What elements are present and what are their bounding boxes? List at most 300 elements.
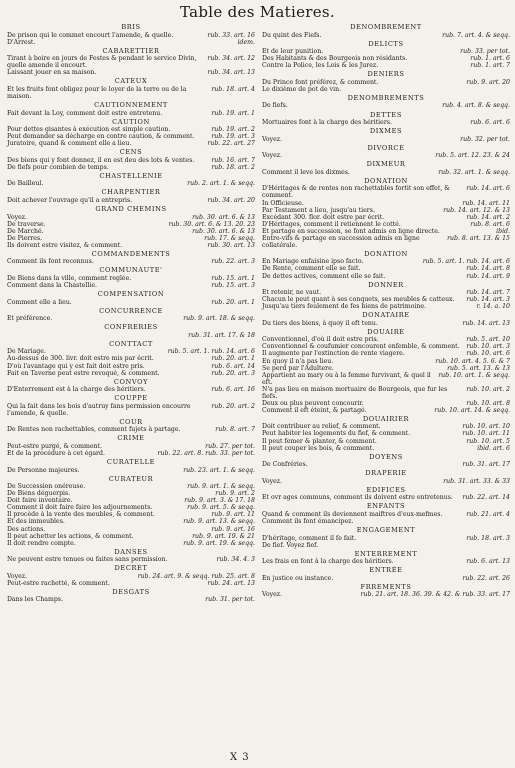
entry-text: De Personne majeures. xyxy=(7,466,80,474)
index-entry xyxy=(262,494,510,501)
rubric-reference: rub. 18. art. 2 xyxy=(211,163,255,171)
rubric-reference: rub. 14. art. 11 xyxy=(462,199,510,207)
rubric-reference: rub. 34. art. 20 xyxy=(207,197,255,205)
index-heading: COMMANDEMENTS xyxy=(91,249,171,258)
rubric-reference: rub. 23. art. 1. & seqq. xyxy=(183,466,255,474)
entry-text: Conventionnel, d'où il doit estre pris. xyxy=(262,336,379,344)
rubric-reference: rub. 10. art. 6 xyxy=(466,350,510,358)
index-entry xyxy=(262,591,510,598)
entry-text: Doit contribuer au relief, & comment. xyxy=(262,423,381,431)
index-entry xyxy=(262,350,510,357)
index-entry xyxy=(262,423,510,430)
entry-text: Jusqu'au tiers feulement de fes biens de patrimoine. xyxy=(262,303,426,311)
rubric-reference: rub. 10. art. 2 xyxy=(466,385,510,393)
entry-text: Et ovr ages communs, comment ils doivent estre entretenus. xyxy=(262,494,453,502)
entry-text: Et partage en succession, se font admis en ligne directe. xyxy=(262,227,440,235)
entry-text: Se perd par l'Adultere. xyxy=(262,364,334,372)
entry-text: De Pierres. xyxy=(7,234,43,242)
rubric-reference: rub. 9. art. 13. & seqq. xyxy=(183,518,255,526)
entry-text: De Confréries. xyxy=(262,461,308,469)
rubric-reference: rub. 17. & seqq. xyxy=(204,234,255,242)
rubric-reference: rub. 10. art. 11 xyxy=(462,430,510,438)
entry-text: Peut habiter les logements du fief, & comment. xyxy=(262,430,411,438)
rubric-reference: rub. 9. art. 19. & 21 xyxy=(192,532,255,540)
index-heading: COMMUNAUTE' xyxy=(99,266,163,275)
index-entry xyxy=(7,348,255,355)
entry-text: Il augmente par l'extinction de rente viagere. xyxy=(262,350,405,358)
rubric-reference: rub. 20. art. 1 xyxy=(211,355,255,363)
rubric-reference: rub. 22. art. 14 xyxy=(462,494,510,502)
rubric-reference: rub. 22. art. 26 xyxy=(462,574,510,582)
index-heading: CURATELLE xyxy=(106,458,156,467)
rubric-reference: rub. 14. art. 12. & 13 xyxy=(443,206,510,214)
entry-text: Du Prince font préférez, & comment. xyxy=(262,78,379,86)
index-entry xyxy=(7,55,255,69)
index-heading: CATEUX xyxy=(114,77,148,86)
index-heading: CONFRERIES xyxy=(104,323,158,332)
rubric-reference: rub. 14. art. 13 xyxy=(462,319,510,327)
rubric-reference: rub. 5. art. 10 xyxy=(466,336,510,344)
index-heading: DENOMBREMENT xyxy=(350,23,422,31)
entry-text: Peut demander sa décharge en contre caution, & comment. xyxy=(7,133,195,141)
rubric-reference: rub. 19. art. 1 xyxy=(211,109,255,117)
index-entry xyxy=(7,32,255,39)
entry-text: De fief. Voyez fief. xyxy=(262,541,319,549)
entry-text: Deux ou plus peuvent concourir. xyxy=(262,399,364,407)
index-heading: CAUTIONNEMENT xyxy=(94,100,168,109)
rubric-reference: rub. 8. art. 6 xyxy=(470,220,510,228)
rubric-reference: rub. 1. art. 6 xyxy=(470,55,510,63)
index-entry xyxy=(7,403,255,417)
index-entry xyxy=(7,235,255,242)
entry-text: Fait devant la Loy, comment doit estre entretenu. xyxy=(7,109,163,117)
entry-text: Doit faire inventaire. xyxy=(7,497,73,505)
rubric-reference: rub. 15. art. 3 xyxy=(211,282,255,290)
rubric-reference: rub. 32. art. 1. & seqq. xyxy=(438,168,510,176)
rubric-reference: rub. 5. art. 1. rub. 14. art. 6 xyxy=(167,348,255,356)
index-entry xyxy=(7,580,255,587)
entry-text: In Officieuse. xyxy=(262,199,304,207)
index-heading: CABARETTIER xyxy=(102,46,160,55)
rubric-reference: rub. 31. art. 17 xyxy=(462,461,510,469)
rubric-reference: ibid. xyxy=(496,227,510,235)
rubric-reference: rub. 1. art. 7 xyxy=(470,62,510,70)
index-entry xyxy=(7,228,255,235)
index-heading: CURATEUR xyxy=(108,474,154,483)
index-entry xyxy=(7,197,255,204)
entry-text: De dettes actives, comment elle se fait. xyxy=(262,272,386,280)
entry-text: Comment il doit faire faire les adjournements. xyxy=(7,504,153,512)
index-entry xyxy=(7,556,255,563)
index-entry xyxy=(7,540,255,547)
rubric-reference: rub. 5. art. 13. & 13 xyxy=(447,364,510,372)
index-entry xyxy=(262,438,510,445)
index-entry xyxy=(262,185,510,199)
entry-text: Tirant à boire en jours de Festes & pendant le service Divin, quelle amende il encourt. xyxy=(7,55,197,70)
entry-text: Mortuaires font à la charge des héritiers. xyxy=(262,119,392,127)
index-entry xyxy=(7,110,255,117)
index-entry xyxy=(262,228,510,235)
rubric-reference: ibid. art. 6 xyxy=(477,444,510,452)
index-heading: DIVORCE xyxy=(367,143,405,152)
rubric-reference: rub. 14. art. 3 xyxy=(466,296,510,304)
index-entry xyxy=(7,69,255,76)
index-heading: DANSES xyxy=(114,547,148,556)
entry-text: Il procède à la vente des meubles, & comment. xyxy=(7,511,155,519)
signature-mark: X 3 xyxy=(230,752,250,763)
index-entry xyxy=(262,296,510,303)
index-entry xyxy=(262,518,510,525)
rubric-reference: rub. 14. art. 7 xyxy=(466,289,510,297)
entry-text: Comment il eft éteint, & partagé. xyxy=(262,406,367,414)
rubric-reference: rub. 6. art. 6 xyxy=(470,119,510,127)
index-entry xyxy=(262,258,510,265)
rubric-reference: rub. 4. art. 8. & seqq. xyxy=(442,102,510,110)
index-heading: ENGAGEMENT xyxy=(356,526,416,535)
rubric-reference: rub. 20. art. 2 xyxy=(211,402,255,410)
rubric-reference: rub. 9. art. 1. & seqq. xyxy=(187,483,255,491)
index-heading: GRAND CHEMINS xyxy=(95,205,167,214)
entry-text: Chacun le peut quant à ses conquets, ses meubles & catteux. xyxy=(262,296,455,304)
index-heading: DONATAIRE xyxy=(362,311,410,320)
rubric-reference: rub. 14. art. 6 xyxy=(466,185,510,193)
entry-text: Comment dans la Chastellie. xyxy=(7,282,98,290)
index-entry xyxy=(7,214,255,221)
entry-text: Voyez. xyxy=(262,135,283,143)
rubric-reference: rub. 14. art. 9 xyxy=(466,272,510,280)
index-heading: ENTERREMENT xyxy=(354,549,418,558)
index-heading: CONVOY xyxy=(113,377,149,386)
index-heading: FRREMENTS xyxy=(360,582,412,591)
entry-text: D'Enterrement est à la charge des héritiers. xyxy=(7,386,146,394)
index-heading: COUR xyxy=(119,417,143,426)
rubric-reference: idem. xyxy=(237,38,255,46)
entry-text: Ne peuvent estre tenues ou faites sans permission. xyxy=(7,556,168,564)
entry-text: Laissant jouer en sa maison. xyxy=(7,69,97,77)
index-entry xyxy=(262,152,510,159)
entry-text: Fait en Taverne peut estre revoqué, & comment. xyxy=(7,369,160,377)
index-entry xyxy=(7,370,255,377)
index-entry xyxy=(262,430,510,437)
entry-text: De Mariage. xyxy=(7,348,46,356)
index-entry xyxy=(262,119,510,126)
index-entry xyxy=(262,303,510,310)
index-entry xyxy=(7,282,255,289)
index-entry xyxy=(262,207,510,214)
entry-text: De traverse. xyxy=(7,220,46,228)
entry-text: D'Héritages, comment il retiennent le cotté. xyxy=(262,220,401,228)
rubric-reference: rub. 5. art. 12. 23. & 24 xyxy=(435,152,510,160)
index-entry xyxy=(7,363,255,370)
index-heading: CHASTELLENIE xyxy=(99,171,163,180)
rubric-reference: rub. 33. art. 16 xyxy=(207,31,255,39)
entry-text: Il doit rendre compte. xyxy=(7,539,76,547)
index-entry xyxy=(262,265,510,272)
rubric-reference: rub. 9. art. 18. & seqq. xyxy=(183,315,255,323)
index-entry xyxy=(7,315,255,322)
entry-text: Les frais en font à la charge des héritiers. xyxy=(262,558,394,566)
rubric-reference: rub. 10. art. 8 xyxy=(466,399,510,407)
index-heading: DIXMES xyxy=(369,127,403,136)
rubric-reference: rub. 10. art. 1. & seqq. xyxy=(438,371,510,379)
entry-text: Appartient au mary ou à la femme furvivant, & quel il eft. xyxy=(262,371,431,386)
index-entry xyxy=(262,200,510,207)
rubric-reference: rub. 6. art. 13 xyxy=(466,558,510,566)
rubric-reference: rub. 19. art. 2 xyxy=(211,126,255,134)
rubric-reference: rub. 24. art. 13 xyxy=(207,579,255,587)
entry-text: D'Arrest. xyxy=(7,38,36,46)
entry-text: Et de leur punition. xyxy=(262,48,324,56)
index-entry xyxy=(7,504,255,511)
page-title: Table des Matieres. xyxy=(180,3,335,21)
entry-text: D'où l'avantage qui y est fait doit estre pris. xyxy=(7,362,145,370)
entry-text: Dans les Champs. xyxy=(7,596,63,604)
entry-text: Voyez. xyxy=(7,213,28,221)
entry-text: Et des immeubles. xyxy=(7,518,65,526)
entry-text: Il peut achetter les actions, & comment. xyxy=(7,532,134,540)
rubric-reference: rub. 30. art. 6. & 13 xyxy=(192,227,255,235)
index-entry xyxy=(7,221,255,228)
rubric-reference: rub. 9. art. 16 xyxy=(211,525,255,533)
entry-text: De prison qui le commet encourt l'amende, & quelle. xyxy=(7,31,174,39)
entry-text: Du tiers des biens, à quoy il eft tenu. xyxy=(262,319,378,327)
rubric-reference: rub. 24. art. 9. & seqq. rub. 25. art. 8 xyxy=(137,572,255,580)
rubric-reference: rub. 8. art. 7 xyxy=(215,426,255,434)
rubric-reference: rub. 20. art. 1 xyxy=(211,298,255,306)
index-entry xyxy=(7,467,255,474)
index-column-left xyxy=(7,22,255,603)
entry-text: De Biens déguerpis. xyxy=(7,490,71,498)
entry-text: D'héritage, comment il fe fait. xyxy=(262,534,357,542)
rubric-reference: rub. 10. art. 3 xyxy=(466,343,510,351)
index-heading: ENTRÉE xyxy=(369,566,403,575)
entry-text: Voyez. xyxy=(262,591,283,599)
rubric-reference: rub. 32. per tot. xyxy=(460,135,510,143)
rubric-reference: rub. 7. art. 4. & seqq. xyxy=(442,31,510,39)
rubric-reference: rub. 9. art. 11 xyxy=(211,511,255,519)
index-entry xyxy=(7,140,255,147)
rubric-reference: rub. 34. art. 13 xyxy=(207,69,255,77)
index-entry xyxy=(7,533,255,540)
index-entry xyxy=(262,445,510,452)
rubric-reference: rub. 21. art. 4 xyxy=(466,510,510,518)
index-entry xyxy=(7,450,255,457)
index-entry xyxy=(262,400,510,407)
index-entry xyxy=(262,221,510,228)
entry-text: Conventionnel & coufumier concourent enfemble, & comment. xyxy=(262,343,460,351)
entry-text: Comment il leve les dixmes. xyxy=(262,168,350,176)
entry-text: De Biens dans la ville, comment reglée. xyxy=(7,275,132,282)
rubric-reference: rub. 31. art. 17. & 18 xyxy=(188,331,255,339)
index-entry xyxy=(262,320,510,327)
index-entry xyxy=(262,336,510,343)
rubric-reference: rub. 20. art. 3 xyxy=(211,369,255,377)
rubric-reference: r. 14. a. 10 xyxy=(476,303,510,311)
index-heading: DRAPERIE xyxy=(365,469,407,478)
entry-text: Et de la procédure à cet égard. xyxy=(7,450,105,458)
rubric-reference: rub. 19. art. 3 xyxy=(211,133,255,141)
index-heading: COUPPE xyxy=(114,394,148,403)
index-entry xyxy=(262,136,510,143)
entry-text: Et les fruits font obligez pour le loyer de la terre ou de la maison. xyxy=(7,85,187,100)
rubric-reference: rub. 31. art. 33. & 33 xyxy=(443,477,510,485)
rubric-reference: rub. 34. art. 12 xyxy=(207,55,255,63)
index-heading: DONATION xyxy=(364,249,408,258)
index-entry xyxy=(7,497,255,504)
rubric-reference: rub. 18. art. 3 xyxy=(466,534,510,542)
rubric-reference: rub. 15. art. 1 xyxy=(211,275,255,282)
index-heading: BRIS xyxy=(121,23,141,31)
index-heading: DOUAIRIER xyxy=(362,414,410,423)
entry-text: Le dixième de pot de vin. xyxy=(262,85,342,93)
index-entry xyxy=(7,518,255,525)
index-entry xyxy=(262,365,510,372)
rubric-reference: rub. 34. 4. 3 xyxy=(216,556,255,564)
rubric-reference: rub. 9. art. 5. & seqq. xyxy=(187,504,255,512)
entry-text: D'Héritages & de rentes non rachettables fortit son effet, & comment. xyxy=(262,185,450,200)
index-entry xyxy=(7,164,255,171)
index-entry xyxy=(262,289,510,296)
index-entry xyxy=(7,258,255,265)
entry-text: Contre la Police, les Lois & les Jurez. xyxy=(262,62,379,70)
rubric-reference: rub. 10. art. 14. & seqq. xyxy=(434,406,510,414)
entry-text: Comment elle a lieu. xyxy=(7,298,72,306)
index-heading: DESGATS xyxy=(112,587,150,596)
index-heading: DOYENS xyxy=(369,452,403,461)
index-entry xyxy=(7,299,255,306)
index-entry xyxy=(7,526,255,533)
rubric-reference: rub. 30. art. 6. & 13. 20. 23 xyxy=(168,220,255,228)
rubric-reference: rub. 31. per tot. xyxy=(205,596,255,604)
index-entry xyxy=(7,126,255,133)
rubric-reference: rub. 8. art. 13. & 15 xyxy=(447,234,510,242)
entry-text: Il peut femer & planter, & comment. xyxy=(262,437,377,445)
rubric-reference: rub. 30. art. 13 xyxy=(207,241,255,249)
rubric-reference: rub. 10. art. 5 xyxy=(466,437,510,445)
entry-text: Et retenir, ne vaut. xyxy=(262,289,322,297)
entry-text: Peut-estre rachetté, & comment. xyxy=(7,579,110,587)
index-entry xyxy=(262,461,510,468)
rubric-reference: rub. 5. art. 1. rub. 14. art. 6 xyxy=(422,258,510,266)
index-heading: DONNER xyxy=(368,280,404,289)
rubric-reference: rub. 21. art. 18. 36. 39. & 42. & rub. 33. art. 17 xyxy=(360,591,510,599)
index-entry xyxy=(7,180,255,187)
index-entry xyxy=(7,596,255,603)
rubric-reference: rub. 6. art. 16 xyxy=(211,386,255,394)
index-entry xyxy=(262,386,510,400)
index-entry xyxy=(262,558,510,565)
index-entry xyxy=(262,102,510,109)
index-heading: CAUTION xyxy=(112,117,150,126)
index-entry xyxy=(262,542,510,549)
entry-text: Voyez. xyxy=(7,572,28,580)
index-entry xyxy=(262,535,510,542)
index-entry xyxy=(7,275,255,282)
index-entry xyxy=(262,48,510,55)
index-entry xyxy=(262,407,510,414)
entry-text: De Rentes non rachettables, comment fujets à partage. xyxy=(7,426,181,434)
rubric-reference: rub. 22. art. 3 xyxy=(211,258,255,266)
index-heading: DOUAIRE xyxy=(367,327,405,336)
rubric-reference: rub. 22. art. 8. rub. 33. per tot. xyxy=(157,450,255,458)
entry-text: En Mariage enfaisine ipso facto. xyxy=(262,258,364,266)
rubric-reference: rub. 9. art. 2 xyxy=(215,490,255,498)
index-entry xyxy=(262,358,510,365)
entry-text: Et préférence. xyxy=(7,315,53,323)
entry-text: Juratoire, quand & comment elle a lieu. xyxy=(7,140,132,148)
entry-text: De Succession onéreuse. xyxy=(7,483,86,491)
entry-text: Il peut couper les bois, & comment. xyxy=(262,444,375,452)
index-entry xyxy=(262,343,510,350)
index-entry xyxy=(262,62,510,69)
entry-text: Pour dettes gisantes à exécution est simple caution. xyxy=(7,126,171,134)
rubric-reference: rub. 6. art. 14 xyxy=(211,362,255,370)
index-heading: CENS xyxy=(119,148,143,157)
index-entry xyxy=(7,511,255,518)
index-entry xyxy=(7,443,255,450)
index-heading: COMPENSATION xyxy=(97,290,165,299)
index-entry xyxy=(262,511,510,518)
index-entry xyxy=(262,372,510,386)
rubric-reference: rub. 16. art. 7 xyxy=(211,156,255,164)
index-entry xyxy=(7,426,255,433)
entry-text: En justice ou instance. xyxy=(262,574,334,582)
entry-text: De Rente, comment elle se fait. xyxy=(262,265,361,273)
entry-text: Doit achever l'ouvrage qu'il a entrepris. xyxy=(7,197,133,205)
entry-text: Comment ils font émancipez. xyxy=(262,518,354,525)
index-entry xyxy=(7,86,255,100)
index-heading: CHARPENTIER xyxy=(101,188,161,197)
entry-text: Excédant 300. flor. doit estre par écrit. xyxy=(262,213,385,221)
entry-text: De Bailleul. xyxy=(7,180,44,188)
rubric-reference: rub. 2. art. 1. & seqq. xyxy=(187,180,255,188)
index-entry xyxy=(262,273,510,280)
entry-text: Des Habitants & des Bourgeois non résidants. xyxy=(262,55,408,63)
index-heading: DIXMEUR xyxy=(366,160,406,169)
entry-text: Entre-vifs & partage en succession admis en ligne collatérale. xyxy=(262,234,420,249)
index-entry xyxy=(7,386,255,393)
entry-text: Des actions. xyxy=(7,525,46,533)
entry-text: De fiefs pour combien de temps. xyxy=(7,163,109,171)
index-entry xyxy=(7,332,255,339)
index-heading: DENOMBREMENTS xyxy=(347,93,425,102)
index-entry xyxy=(262,235,510,249)
index-entry xyxy=(7,133,255,140)
entry-text: Quand & comment ils deviennent maiftres d'eux-mefmes. xyxy=(262,510,443,518)
index-heading: DENIERS xyxy=(367,70,405,79)
index-heading: CONCURRENCE xyxy=(99,306,163,315)
entry-text: En quoy il n'a pas lieu. xyxy=(262,357,334,365)
entry-text: Par Testament a lieu, jusqu'au tiers. xyxy=(262,206,375,214)
entry-text: Ils doivent estre visitez, & comment. xyxy=(7,241,123,249)
index-entry xyxy=(7,483,255,490)
entry-text: Peut-estre purgé, & comment. xyxy=(7,442,102,450)
entry-text: Des biens qui y font donnez, il en est deu des lots & ventes. xyxy=(7,156,195,164)
rubric-reference: rub. 9. art. 20 xyxy=(466,78,510,86)
index-entry xyxy=(262,32,510,39)
entry-text: Comment ils font reconnus. xyxy=(7,258,94,266)
entry-text: Qui la fait dans les bois d'autruy fans permission encourre l'amende, & quelle. xyxy=(7,402,191,417)
index-heading: EDIFICES xyxy=(366,485,406,494)
rubric-reference: rub. 18. art. 4 xyxy=(211,85,255,93)
rubric-reference: rub. 10. art. 10 xyxy=(462,423,510,431)
entry-text: N'a pas lieu en maison mortuaire de Bourgeois, que fur les fiefs. xyxy=(262,385,448,400)
rubric-reference: rub. 14. art. 2 xyxy=(466,213,510,221)
index-entry xyxy=(262,478,510,485)
entry-text: De Marché. xyxy=(7,227,44,235)
rubric-reference: rub. 10. art. 4. 5. 6. & 7 xyxy=(435,357,510,365)
index-heading: DETTES xyxy=(370,110,402,119)
